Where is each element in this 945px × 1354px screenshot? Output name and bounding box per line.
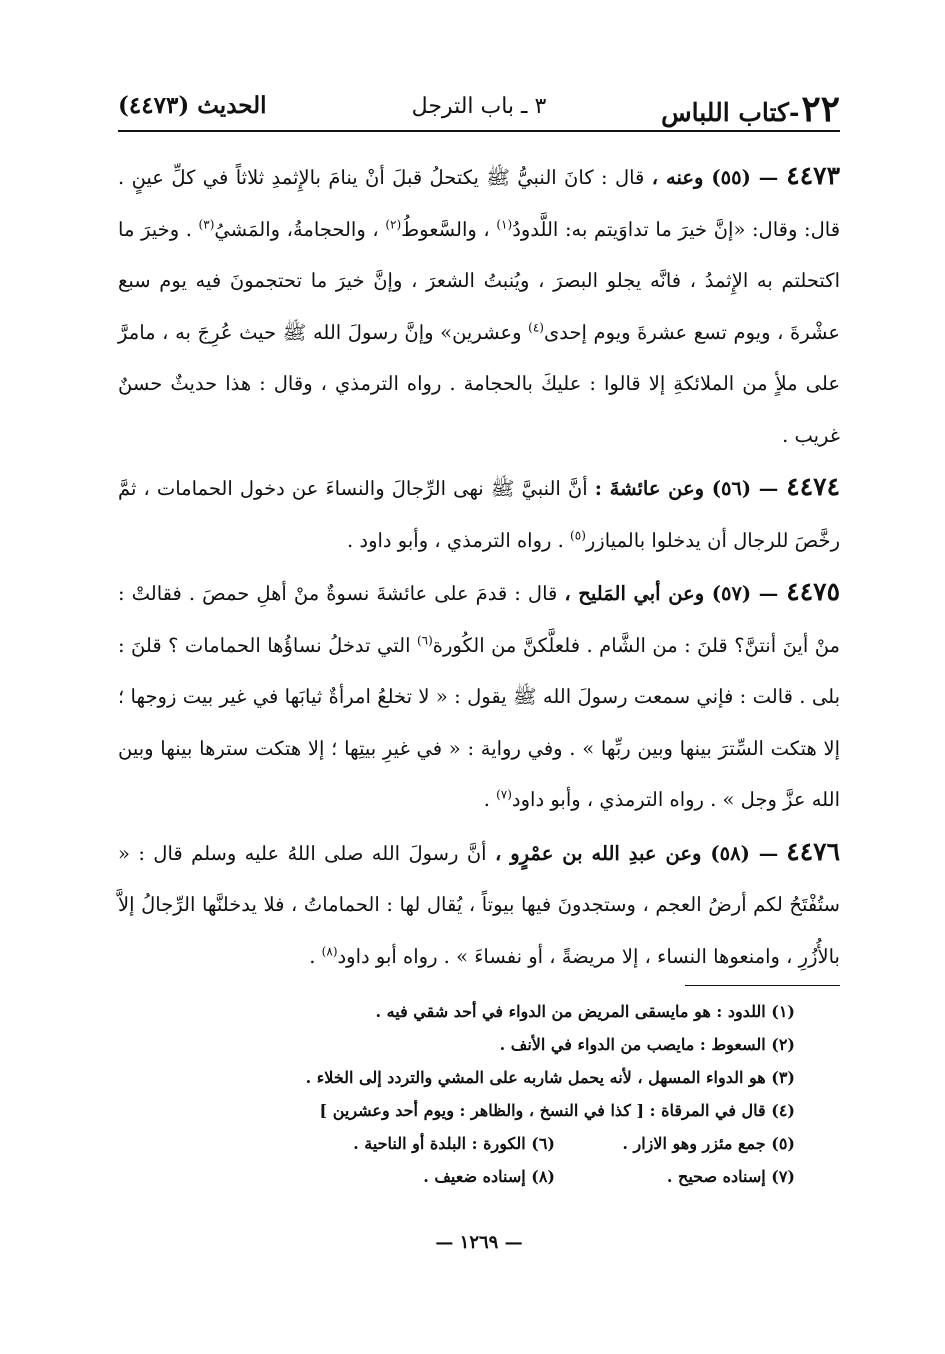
hadith-text: . وخيرَ ما اكتحلتم به الإِثمدُ ، فانَّه يجلو البصرَ ، ويُنبتُ الشعرَ ، وإنَّ خيرَ ما تحتجمونَ فيه يوم سبع عشْرةَ ، ويوم تسع عشرةَ ويوم إحدى xyxy=(118,217,840,344)
footnote-row xyxy=(178,1160,795,1193)
main-text xyxy=(118,150,840,982)
hadith-text: ، والسَّعوطُ xyxy=(401,217,490,241)
hadith-text: أنَّ رسولَ الله صلى اللهُ عليه وسلم قال : « ستُفْتَحُ لكم أرضُ العجم ، وستجدونَ فيها بيوتاً ، يُقال لها : الحماماتُ ، فلا يدخلنَّها الرِّجالُ إلاَّ بالأُزُرِ ، وامنعوها النساء ، إلا مريضةً ، أو نفساءَ » . رواه أبو داود xyxy=(118,841,840,968)
footnotes xyxy=(178,995,795,1193)
footnote-marker: (٧) xyxy=(496,787,512,802)
book-title-header xyxy=(661,88,840,130)
footnote-row xyxy=(178,1127,795,1160)
footnote-marker: (١) xyxy=(496,217,513,231)
footnote-marker: (٥) xyxy=(570,528,586,542)
footnote-marker: (٨) xyxy=(321,944,338,958)
chapter-title: ٣ ـ باب الترجل xyxy=(411,94,547,119)
footnote-divider xyxy=(685,985,840,986)
page-number: — ١٢٦٩ — xyxy=(435,1232,523,1253)
footnote: (٨) إسناده ضعيف . xyxy=(423,1167,555,1186)
footnote: (٦) الكورة : البلدة أو الناحية . xyxy=(353,1134,555,1153)
hadith-narrator: — (٥٥) وعنه ، xyxy=(651,166,779,189)
hadith-number: ٤٤٧٦ xyxy=(786,836,840,866)
footnote: (٢) السعوط : مايصب من الدواء في الأنف . xyxy=(499,1035,795,1054)
footnote: (٧) إسناده صحيح . xyxy=(666,1167,795,1186)
running-header xyxy=(118,86,840,132)
book-page xyxy=(118,0,840,1354)
hadith-paragraph xyxy=(118,566,840,826)
hadith-text: . xyxy=(483,788,490,811)
hadith-paragraph xyxy=(118,461,840,566)
hadith-text: وعشرين» وإنَّ رسولَ الله ﷺ حيث عُرِجَ به ، مامرَّ على ملأٍ من الملائكةِ إلا قالوا : عليكَ بالحجامة . رواه الترمذي ، وقال : هذا حديثٌ حسنٌ غريب . xyxy=(118,320,840,447)
footnote: (٥) جمع مئزر وهو الازار . xyxy=(622,1134,795,1153)
hadith-narrator: — (٥٦) وعن عائشةَ : xyxy=(594,477,779,500)
hadith-number: ٤٤٧٣ xyxy=(786,161,840,190)
book-number: ٢٢ xyxy=(801,88,840,130)
hadith-narrator: — (٥٧) وعن أبي المَليح ، xyxy=(564,582,779,605)
book-title: -كتاب اللباس xyxy=(661,98,800,127)
hadith-number: ٤٤٧٥ xyxy=(786,577,840,606)
footnote: (٤) قال في المرقاة : [ كذا في النسخ ، والظاهر : ويوم أحد وعشرين ] xyxy=(319,1101,795,1120)
hadith-text: قال : قدمَ على عائشةَ نسوةٌ منْ أهلِ حمصَ . فقالتْ : منْ أينَ أنتنَّ؟ قلنَ : من الشَّام . فلعلَّكنَّ من الكُورة xyxy=(118,582,840,657)
hadith-text: أنَّ النبيَّ ﷺ نهى الرِّجالَ والنساءَ عن دخول الحمامات ، ثمَّ رخَّصَ للرجال أن يدخلوا بالميازر xyxy=(118,477,840,552)
hadith-text: التي تدخلُ نساؤُها الحمامات ؟ قلنَ : بلى . قالت : فإني سمعت رسولَ الله ﷺ يقول : « لا تخلعُ امرأةٌ ثيابَها في غير بيت زوجها ؛ إلا هتكت السِّترَ بينها وبين ربِّها » . وفي رواية : « في غيرِ بيتِها ؛ إلا هتكت سترها بينها وبين الله عزَّ وجل » . رواه الترمذي ، وأبو داود xyxy=(118,633,840,811)
hadith-narrator: — (٥٨) وعن عبدِ الله بن عمْرٍو ، xyxy=(494,841,779,865)
hadith-paragraph xyxy=(118,826,840,983)
hadith-reference: الحديث (٤٤٧٣) xyxy=(118,92,267,119)
footnote-marker: (٤) xyxy=(528,320,544,334)
hadith-text: ، والحجامةُ، والمَشيُ xyxy=(214,217,379,241)
footnote-marker: (٢) xyxy=(385,217,402,231)
hadith-paragraph xyxy=(118,150,840,461)
footnote-marker: (٣) xyxy=(198,217,215,231)
footnote-marker: (٦) xyxy=(416,633,433,647)
hadith-text: . xyxy=(309,944,316,968)
hadith-text: . رواه الترمذي ، وأبو داود . xyxy=(347,528,564,552)
hadith-text: قال : كانَ النبيُّ ﷺ يكتحلُ قبلَ أنْ ينامَ بالإِثمدِ ثلاثاً في كلِّ عينٍ . قال: وقال: «إنَّ خيرَ ما تداوَيتم به: اللَّدودُ xyxy=(118,166,841,241)
footnote: (٣) هو الدواء المسهل ، لأنه يحمل شاربه على المشي والتردد إلى الخلاء . xyxy=(305,1068,795,1087)
hadith-number: ٤٤٧٤ xyxy=(786,472,841,501)
footnote: (١) اللدود : هو مايسقى المريض من الدواء في أحد شقي فيه . xyxy=(375,1002,795,1021)
